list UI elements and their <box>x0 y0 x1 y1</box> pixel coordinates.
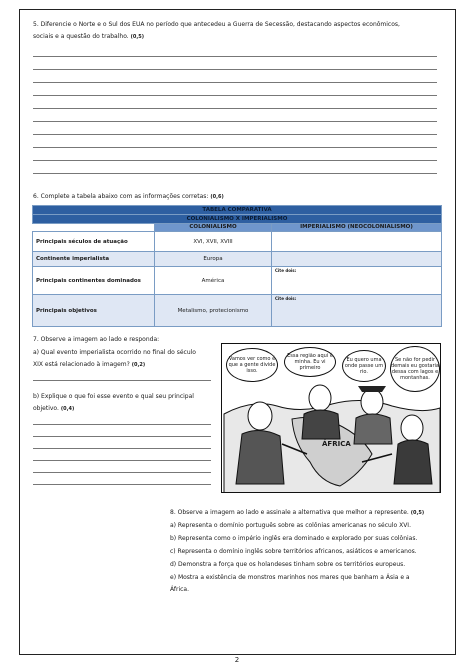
q7-b-points: (0,4) <box>60 406 75 412</box>
row-label: Principais objetivos <box>33 295 155 327</box>
q8-option-e-line2[interactable]: África. <box>170 586 190 593</box>
q6-text <box>33 192 224 202</box>
q5-points: (0,5) <box>130 34 145 40</box>
comparison-table <box>32 205 442 327</box>
table-row <box>33 252 442 267</box>
cell-colonialismo: Metalismo, protecionismo <box>155 295 272 327</box>
speech-bubble-2: Essa região aqui é minha. Eu vi primeiro <box>284 347 336 377</box>
col-header-colonialismo: COLONIALISMO <box>155 224 272 232</box>
q6-points: (0,6) <box>210 194 224 200</box>
answer-line <box>33 56 437 57</box>
speech-bubble-4: Se não for pedir demais eu gostaria dessa com lagos e montanhas. <box>390 346 440 392</box>
answer-line <box>33 424 211 425</box>
row-label: Principais continentes dominados <box>33 267 155 295</box>
table-title1: TABELA COMPARATIVA <box>33 206 442 215</box>
q5-text-line2 <box>33 32 144 42</box>
q8-option-c[interactable]: c) Representa o domínio inglês sobre territórios africanos, asiáticos e americanos. <box>170 548 417 555</box>
answer-line <box>33 173 437 174</box>
table-row <box>33 267 442 295</box>
q8-option-e-line1[interactable]: e) Mostra a existência de monstros marinhos nos mares que banham a Ásia e a <box>170 574 410 581</box>
q8-option-d[interactable]: d) Demonstra a força que os holandeses tinham sobre os territórios europeus. <box>170 561 406 568</box>
q5-text-line1: 5. Diferencie o Norte e o Sul dos EUA no período que antecedeu a Guerra de Secessão, destacando aspectos econômicos, <box>33 21 400 28</box>
cell-colonialismo: Europa <box>155 252 272 267</box>
answer-line <box>33 82 437 83</box>
q7-intro: 7. Observe a imagem ao lado e responda: <box>33 336 160 343</box>
q8-option-b[interactable]: b) Representa como o império inglês era dominado e explorado por suas colônias. <box>170 535 418 542</box>
q7-a-line2 <box>33 360 145 370</box>
answer-line <box>33 121 437 122</box>
cell-imperialismo-answer[interactable] <box>272 252 442 267</box>
table-row <box>33 295 442 327</box>
answer-line <box>33 460 211 461</box>
answer-line <box>33 484 211 485</box>
q5-text-line2-body: sociais e a questão do trabalho. <box>33 33 129 40</box>
answer-line <box>33 160 437 161</box>
table-row <box>33 232 442 252</box>
q6-text-body: 6. Complete a tabela abaixo com as informações corretas: <box>33 193 209 200</box>
answer-line <box>33 134 437 135</box>
answer-line <box>33 448 211 449</box>
africa-partition-cartoon <box>221 343 441 493</box>
cell-imperialismo-answer[interactable]: Cite dois: <box>272 295 442 327</box>
answer-line <box>33 108 437 109</box>
cell-imperialismo-answer[interactable] <box>272 232 442 252</box>
q7-a-points: (0,2) <box>131 362 146 368</box>
speech-bubble-1: Vamos ver como é que a gente divide isso. <box>226 348 278 382</box>
row-label: Principais séculos de atuação <box>33 232 155 252</box>
cell-colonialismo: América <box>155 267 272 295</box>
row-label: Continente imperialista <box>33 252 155 267</box>
speech-bubble-3: Eu quero uma onde passe um rio. <box>342 350 386 382</box>
q7-b-line1: b) Explique o que foi esse evento e qual seu principal <box>33 393 194 400</box>
col-header-imperialismo: IMPERIALISMO (NEOCOLONIALISMO) <box>272 224 442 232</box>
table-corner <box>33 224 155 232</box>
answer-line <box>33 147 437 148</box>
q7-b-line2 <box>33 404 74 414</box>
page-frame <box>19 9 456 655</box>
answer-line <box>33 436 211 437</box>
map-label: ÁFRICA <box>322 440 351 448</box>
q7-a-answer-line[interactable] <box>33 380 211 381</box>
q7-b-line2-body: objetivo. <box>33 405 59 412</box>
answer-line <box>33 472 211 473</box>
q8-points: (0,5) <box>410 510 425 516</box>
answer-line <box>33 95 437 96</box>
cell-colonialismo: XVI, XVII, XVIII <box>155 232 272 252</box>
q8-intro-body: 8. Observe a imagem ao lado e assinale a alternativa que melhor a represente. <box>170 509 409 516</box>
q8-option-a[interactable]: a) Representa o domínio português sobre as colônias americanas no século XVI. <box>170 522 411 529</box>
q7-a-line1: a) Qual evento imperialista ocorrido no final do século <box>33 349 196 356</box>
cell-imperialismo-answer[interactable]: Cite dois: <box>272 267 442 295</box>
q7-a-line2-body: XIX está relacionado à imagem? <box>33 361 130 368</box>
q8-intro <box>170 508 424 518</box>
table-title2: COLONIALISMO X IMPERIALISMO <box>33 215 442 224</box>
page-number: 2 <box>234 656 240 664</box>
answer-line <box>33 69 437 70</box>
